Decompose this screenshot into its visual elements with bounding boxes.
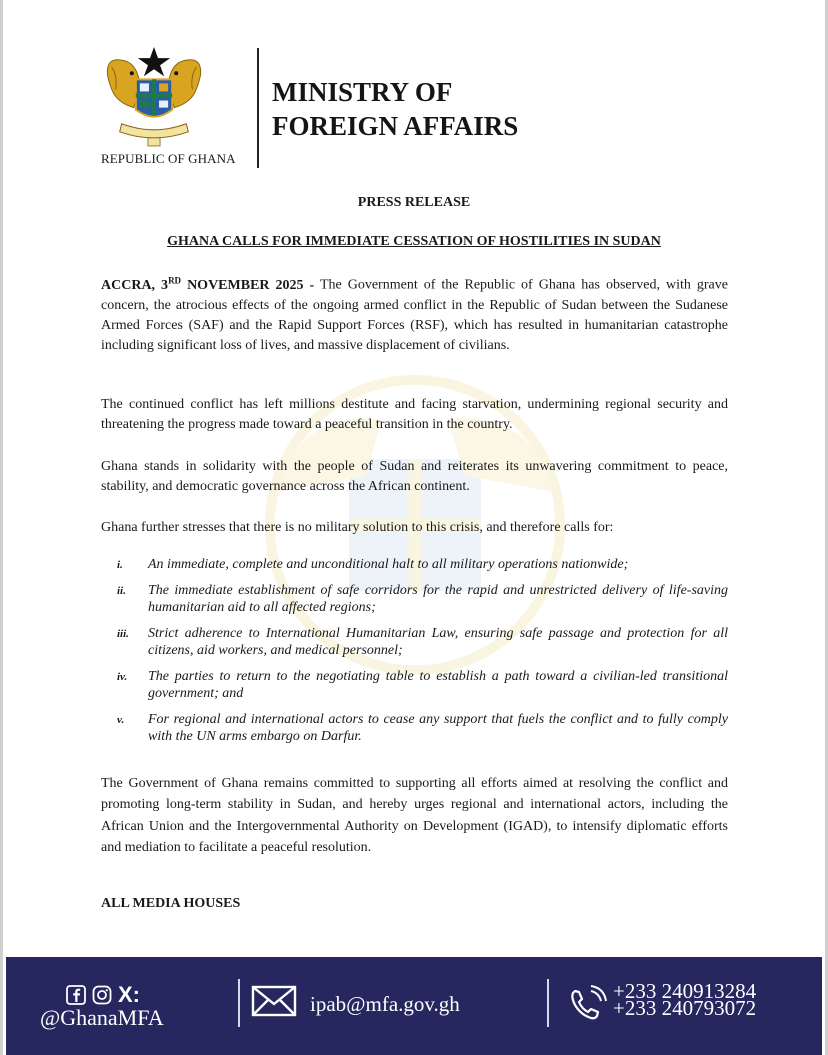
dateline xyxy=(101,275,315,293)
email-icon xyxy=(251,985,297,1017)
list-item-text: For regional and international actors to cease any support that fuels the conflict and to fully comply with the UN arms embargo on Darfur. xyxy=(148,712,728,744)
list-item xyxy=(101,556,728,573)
paragraph-2: The continued conflict has left millions destitute and facing starvation, undermining regional security and threatening the progress made toward a peaceful transition in the country. xyxy=(101,397,728,432)
list-item-text: The parties to return to the negotiating table to establish a path toward a civilian-led transitional government; and xyxy=(148,669,728,701)
press-release-label: PRESS RELEASE xyxy=(357,195,471,210)
letterhead xyxy=(0,0,828,175)
republic-of-ghana-label: REPUBLIC OF GHANA xyxy=(101,151,236,166)
instagram-icon[interactable] xyxy=(92,985,112,1005)
list-item-number: iv. xyxy=(117,671,128,683)
footer-divider xyxy=(238,979,240,1027)
phone-number-2[interactable]: +233 240793072 xyxy=(613,996,757,1020)
ghana-coat-of-arms-icon xyxy=(103,45,205,150)
list-item-text: An immediate, complete and unconditional halt to all military operations nationwide; xyxy=(148,557,629,572)
ministry-title-line-1: MINISTRY OF xyxy=(272,77,453,107)
paragraph-5: The Government of Ghana remains committed to supporting all efforts aimed at resolving the conflict and promoting long-term stability in Sudan, and hereby urges regional and international actors, including the African Union and the Intergovernmental Authority on Development (IGAD), to intensify diplomatic efforts and mediation to facilitate a peaceful resolution. xyxy=(101,776,728,855)
calls-list xyxy=(101,556,728,745)
phone-numbers xyxy=(613,979,757,1020)
social-handle[interactable]: @GhanaMFA xyxy=(40,1005,164,1030)
social-icons xyxy=(66,984,140,1006)
phone-number-1[interactable]: +233 240913284 xyxy=(613,979,757,1003)
list-item-number: ii. xyxy=(117,585,126,597)
list-item-number: i. xyxy=(117,559,123,571)
ministry-title xyxy=(272,75,518,143)
footer-divider xyxy=(547,979,549,1027)
list-item xyxy=(101,711,728,745)
dateline-city-day: ACCRA, 3 xyxy=(101,277,169,293)
header-divider xyxy=(257,48,259,168)
phone-icon xyxy=(567,985,609,1021)
list-item-text: The immediate establishment of safe corridors for the rapid and unrestricted delivery of life-saving humanitarian aid to all affected regions; xyxy=(148,583,728,615)
dateline-ordinal: RD xyxy=(168,275,182,285)
paragraph-3: Ghana stands in solidarity with the people of Sudan and reiterates its unwavering commitment to peace, stability, and democratic governance across the African continent. xyxy=(101,459,728,494)
recipients-label: ALL MEDIA HOUSES xyxy=(101,896,241,911)
press-release-headline: GHANA CALLS FOR IMMEDIATE CESSATION OF HOSTILITIES IN SUDAN xyxy=(167,234,661,249)
ministry-title-line-2: FOREIGN AFFAIRS xyxy=(272,111,519,141)
contact-footer xyxy=(6,957,822,1055)
list-item xyxy=(101,625,728,659)
paragraph-1 xyxy=(101,270,728,356)
list-item-number: v. xyxy=(117,714,125,726)
paragraph-1-text: The Government of the Republic of Ghana has observed, with grave concern, the atrocious effects of the ongoing armed conflict in the Republic of Sudan between the Sudanese Armed Forces (SAF) and the Rapid Support Forces (RSF), which has resulted in humanitarian catastrophe including significant loss of lives, and massive displacement of civilians. xyxy=(101,277,728,353)
facebook-icon[interactable] xyxy=(66,985,86,1005)
list-item-number: iii. xyxy=(117,628,129,640)
x-social-label[interactable]: X: xyxy=(118,982,140,1007)
list-item-text: Strict adherence to International Humanitarian Law, ensuring safe passage and protection for all citizens, aid workers, and medical personnel; xyxy=(148,626,728,658)
paragraph-4: Ghana further stresses that there is no military solution to this crisis, and therefore calls for: xyxy=(101,520,614,535)
dateline-month-year: NOVEMBER 2025 - xyxy=(181,277,315,293)
list-item xyxy=(101,582,728,616)
email-address[interactable]: ipab@mfa.gov.gh xyxy=(310,992,460,1016)
list-item xyxy=(101,668,728,702)
